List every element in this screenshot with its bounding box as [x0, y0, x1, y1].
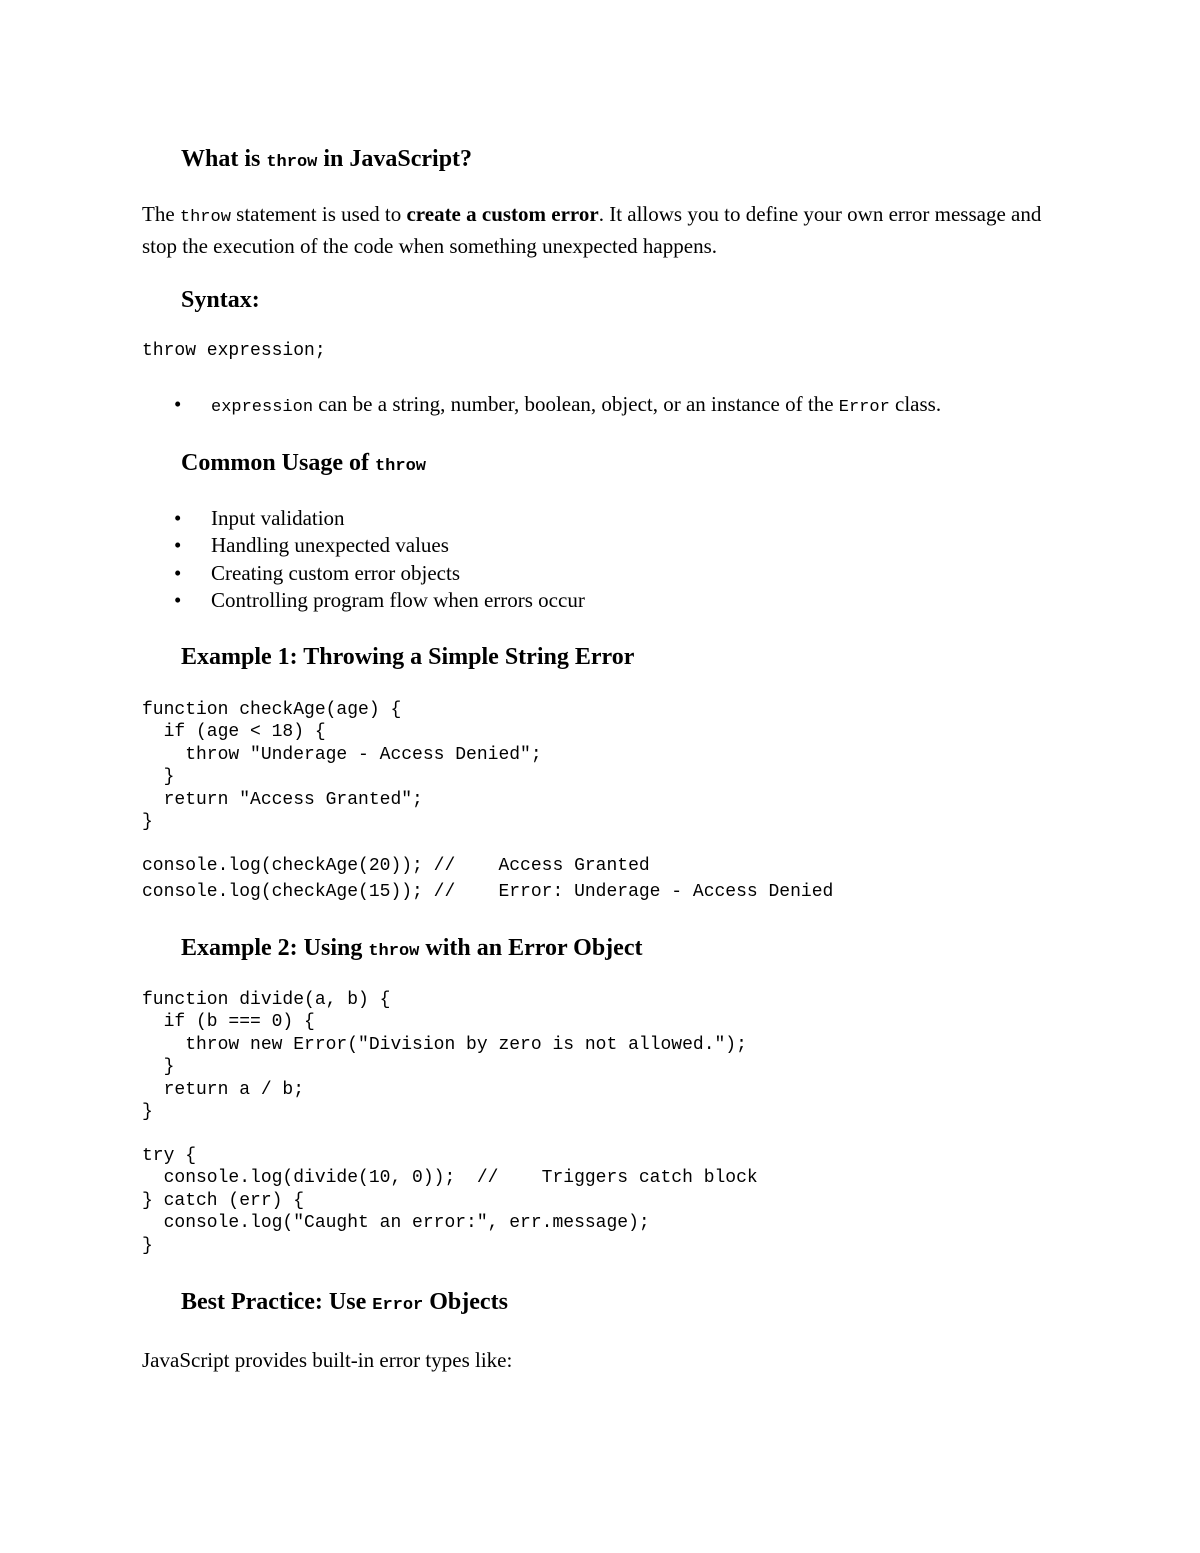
inline-code: throw	[368, 942, 420, 961]
list-item: • expression can be a string, number, boolean, object, or an instance of the Error class.	[174, 391, 941, 421]
example2-try-catch-block: try { console.log(divide(10, 0)); // Triggers catch block } catch (err) { console.log("Caught an error:", err.message); }	[142, 1146, 758, 1256]
heading-example-1: Example 1: Throwing a Simple String Error	[181, 644, 635, 670]
inline-code: throw	[266, 153, 318, 172]
syntax-bullet-list	[174, 391, 941, 421]
inline-code: Error	[838, 398, 890, 417]
inline-code: throw	[179, 208, 231, 227]
best-practice-paragraph: JavaScript provides built-in error types like:	[142, 1348, 513, 1372]
bold-phrase: create a custom error	[406, 202, 599, 226]
heading-what-is-throw: What is throw in JavaScript?	[181, 146, 473, 172]
inline-code: throw	[374, 457, 426, 476]
list-item: • Handling unexpected values	[174, 532, 585, 559]
heading-example-2: Example 2: Using throw with an Error Object	[181, 935, 643, 961]
example1-console-output: console.log(checkAge(20)); // Access Granted console.log(checkAge(15)); // Error: Underage - Access Denied	[142, 856, 834, 902]
intro-paragraph: The throw statement is used to create a custom error. It allows you to define your own error message and stop the execution of the code when something unexpected happens.	[142, 202, 1042, 258]
heading-best-practice: Best Practice: Use Error Objects	[181, 1289, 508, 1315]
heading-syntax: Syntax:	[181, 287, 260, 313]
syntax-code: throw expression;	[142, 341, 326, 361]
list-item: • Input validation	[174, 505, 585, 532]
list-item: • Controlling program flow when errors occur	[174, 587, 585, 614]
inline-code: expression	[211, 398, 314, 417]
example2-code-block: function divide(a, b) { if (b === 0) { throw new Error("Division by zero is not allowed."); } return a / b; }	[142, 990, 747, 1123]
example1-code-block: function checkAge(age) { if (age < 18) { throw "Underage - Access Denied"; } return "Access Granted"; }	[142, 700, 542, 833]
inline-code: Error	[372, 1296, 424, 1315]
heading-common-usage: Common Usage of throw	[181, 450, 426, 476]
list-item: • Creating custom error objects	[174, 560, 585, 587]
common-usage-list	[174, 505, 585, 614]
